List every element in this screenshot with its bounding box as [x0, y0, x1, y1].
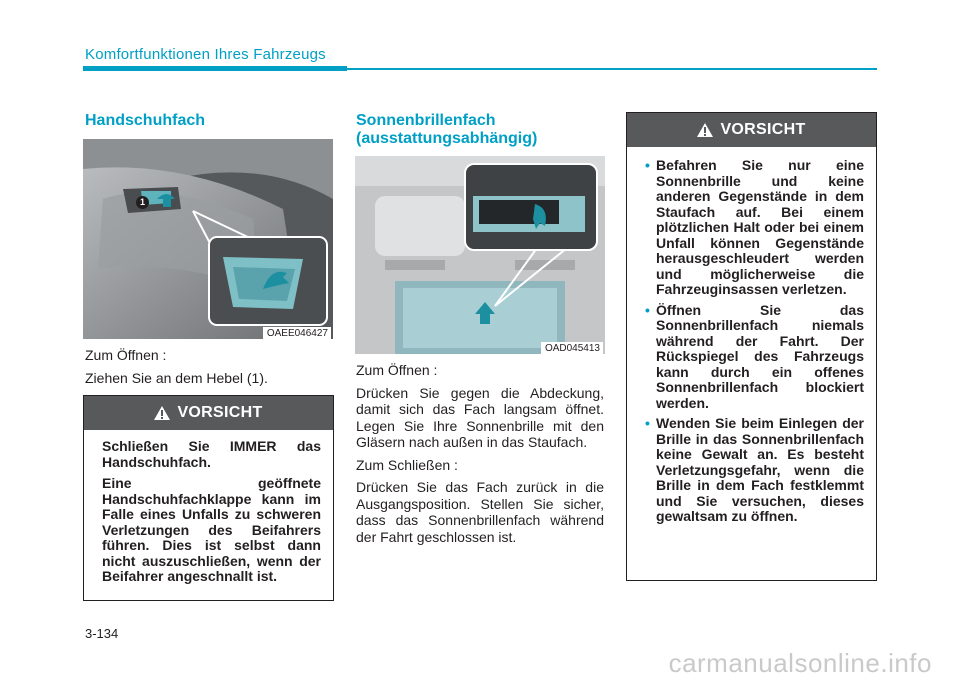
glovebox-photo: [83, 139, 333, 339]
glovebox-heading: Handschuhfach: [85, 112, 206, 129]
sunglass-holder-photo: [355, 156, 605, 354]
caution-title: VORSICHT: [720, 121, 806, 138]
page-number: 3-134: [85, 626, 119, 641]
instruction-paragraph: Ziehen Sie an dem Hebel (1).: [85, 369, 268, 386]
caution-list-item: • Befahren Sie nur eine Sonnenbrille und keine anderen Gegenstände in dem Staufach auf. Bei einem plötzlichen Halt oder bei einem Unfall können Gegenstände herausgeschleudert werden und möglicherweise die Fahrzeuginsassen verletzen.: [645, 157, 864, 297]
instruction-paragraph: Zum Öffnen :: [356, 362, 438, 378]
caution-box-glovebox: [83, 395, 334, 601]
caution-list: [645, 158, 864, 525]
caution-list-item: • Wenden Sie beim Einlegen der Brille in das Sonnenbrillenfach keine Gewalt an. Es besteht Verletzungsgefahr, wenn die Brille in dem Fach festklemmt und Sie versuchen, dieses gewaltsam zu öffnen.: [645, 415, 864, 524]
caution-box-sunglass-holder: [626, 112, 877, 581]
caution-text: [627, 147, 876, 525]
instruction-paragraph: Zum Schließen :: [356, 456, 458, 473]
header-rule-thick: [83, 66, 347, 71]
instruction-paragraph: Zum Öffnen :: [85, 347, 167, 363]
warning-triangle-icon: [697, 123, 713, 137]
glovebox-illustration: [83, 139, 333, 339]
heading-line: Sonnenbrillenfach: [356, 112, 496, 129]
bullet-icon: •: [645, 415, 650, 431]
photo-code: OAEE046427: [263, 327, 331, 339]
bullet-icon: •: [645, 301, 650, 318]
caution-paragraph: Schließen Sie IMMER das Handschuhfach.: [102, 438, 321, 470]
header-rule-thin: [347, 68, 877, 70]
watermark: carmanualsonline.info: [668, 648, 932, 678]
warning-triangle-icon: [154, 406, 170, 420]
glovebox-instructions: [85, 347, 333, 392]
heading-line: (ausstattungsabhängig): [356, 130, 538, 147]
section-title: Komfortfunktionen Ihres Fahrzeugs: [85, 46, 326, 63]
sunglass-holder-instructions: [356, 362, 604, 551]
caution-text: [84, 430, 333, 585]
caution-title: VORSICHT: [177, 404, 263, 421]
caution-header: [627, 113, 876, 147]
caution-paragraph: Eine geöffnete Handschuhfachklappe kann im Falle eines Unfalls zu schweren Verletzungen des Beifahrers führen. Dies ist selbst dann nicht auszuschließen, wenn der Beifahrer angeschnallt ist.: [102, 475, 321, 584]
photo-code: OAD045413: [541, 342, 603, 354]
caution-list-item: • Öffnen Sie das Sonnenbrillenfach niemals während der Fahrt. Der Rückspiegel des Fahrzeugs kann durch ein offenes Sonnenbrillenfach blockiert werden.: [645, 301, 864, 411]
caution-header: [84, 396, 333, 430]
sunglass-holder-heading: [356, 112, 537, 148]
bullet-icon: •: [645, 157, 650, 173]
sunglass-holder-illustration: [355, 156, 605, 354]
callout-number-badge: 1: [136, 196, 149, 209]
instruction-paragraph: Drücken Sie das Fach zurück in die Ausgangsposition. Stellen Sie sicher, dass das Sonnenbrillenfach während der Fahrt geschlossen ist.: [356, 479, 604, 545]
instruction-paragraph: Drücken Sie gegen die Abdeckung, damit sich das Fach langsam öffnet. Legen Sie Ihre Sonnenbrille mit den Gläsern nach außen in das Staufach.: [356, 384, 604, 450]
